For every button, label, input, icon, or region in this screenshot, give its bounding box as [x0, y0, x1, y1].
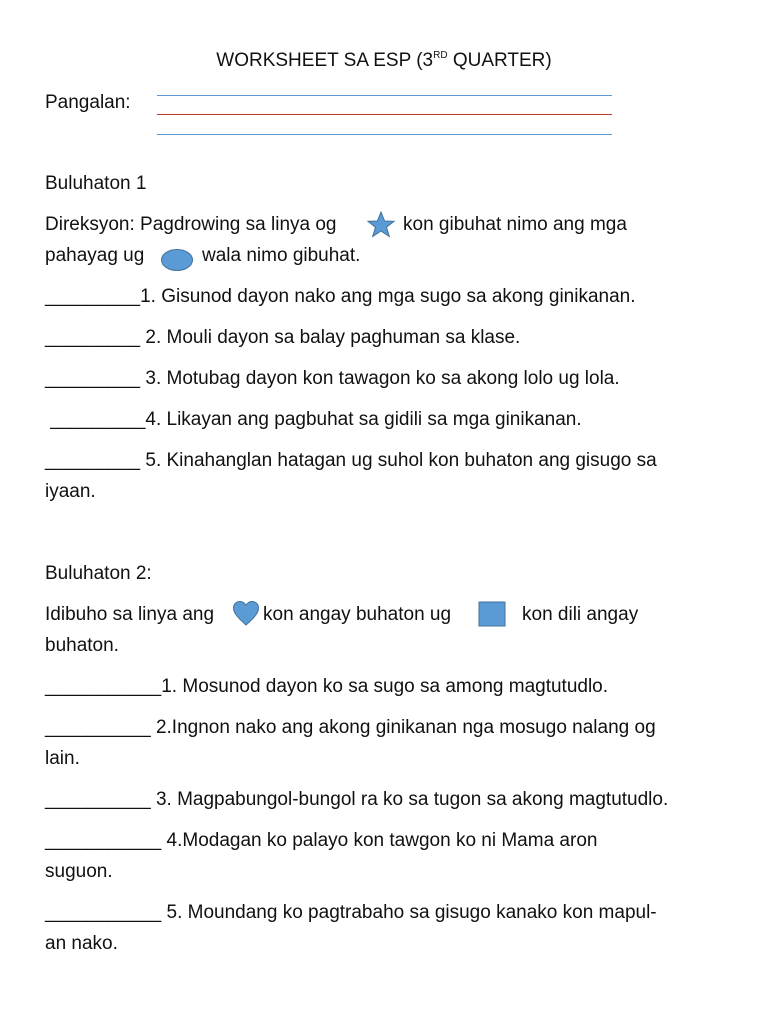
task1-direction-part4: wala nimo gibuhat. [202, 245, 361, 266]
task1-item-1: _________1. Gisunod dayon nako ang mga sugo sa akong ginikanan. [45, 286, 636, 307]
task2-item-5-continued: an nako. [45, 933, 118, 954]
heart-icon [232, 600, 260, 627]
task1-direction-part2: kon gibuhat nimo ang mga [403, 214, 627, 235]
task1-heading: Buluhaton 1 [45, 173, 147, 194]
task2-direction-part1: Idibuho sa linya ang [45, 604, 215, 625]
task1-item-5-continued: iyaan. [45, 481, 96, 502]
title-superscript: RD [433, 50, 448, 61]
task2-item-2-continued: lain. [45, 748, 80, 769]
task2-item-5: ___________ 5. Moundang ko pagtrabaho sa gisugo kanako kon mapul- [45, 902, 657, 923]
task1-direction-part3: pahayag ug [45, 245, 145, 266]
name-label: Pangalan: [45, 92, 131, 113]
task2-item-4: ___________ 4.Modagan ko palayo kon tawgon ko ni Mama aron [45, 830, 598, 851]
task1-item-4: _________4. Likayan ang pagbuhat sa gidili sa mga ginikanan. [45, 409, 582, 430]
title-tail: QUARTER) [447, 50, 552, 71]
title-main: WORKSHEET SA ESP (3 [216, 50, 434, 71]
task2-heading: Buluhaton 2: [45, 563, 152, 584]
task1-item-5: _________ 5. Kinahanglan hatagan ug suhol kon buhaton ang gisugo sa [45, 450, 657, 471]
name-line-top[interactable] [157, 95, 612, 96]
task2-item-1: ___________1. Mosunod dayon ko sa sugo sa among magtutudlo. [45, 676, 609, 697]
task2-direction-part4: buhaton. [45, 635, 119, 656]
star-icon [366, 211, 396, 238]
task1-item-2: _________ 2. Mouli dayon sa balay paghuman sa klase. [45, 327, 521, 348]
name-line-middle[interactable] [157, 114, 612, 115]
task2-direction-part3: kon dili angay [522, 604, 639, 625]
task2-item-3: __________ 3. Magpabungol-bungol ra ko sa tugon sa akong magtutudlo. [45, 789, 669, 810]
worksheet-title [0, 50, 768, 72]
name-line-bottom[interactable] [157, 134, 612, 135]
task2-item-2: __________ 2.Ingnon nako ang akong ginikanan nga mosugo nalang og [45, 717, 656, 738]
task1-item-3: _________ 3. Motubag dayon kon tawagon ko sa akong lolo ug lola. [45, 368, 620, 389]
task2-direction-part2: kon angay buhaton ug [263, 604, 452, 625]
task2-item-4-continued: suguon. [45, 861, 113, 882]
oval-icon [160, 248, 194, 272]
square-icon [478, 601, 506, 627]
task1-direction-part1: Direksyon: Pagdrowing sa linya og [45, 214, 337, 235]
